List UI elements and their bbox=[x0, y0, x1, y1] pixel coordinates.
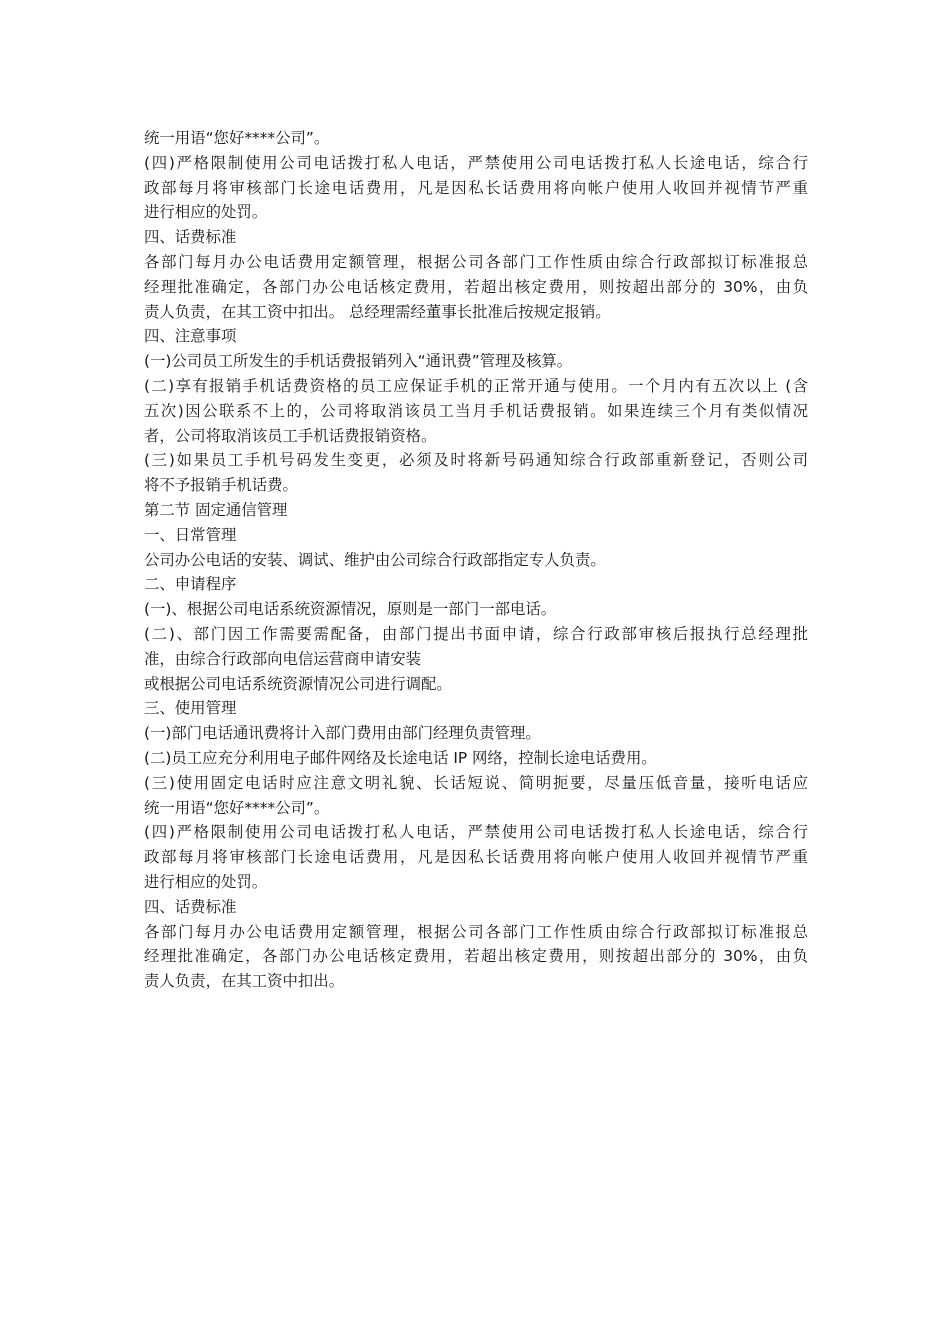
text-line: 责人负责，在其工资中扣出。 总经理需经董事长批准后按规定报销。 bbox=[144, 302, 611, 321]
text-line: (二)员工应充分利用电子邮件网络及长途电话 IP 网络，控制长途电话费用。 bbox=[144, 748, 657, 767]
text-line: 统一用语“您好****公司”。 bbox=[144, 129, 330, 147]
document-body bbox=[144, 126, 808, 994]
text-line: 四、话费标准 bbox=[144, 897, 237, 916]
text-line: 经理批准确定，各部门办公电话核定费用，若超出核定费用，则按超出部分的 30%，由负 bbox=[144, 277, 808, 296]
text-line: 四、话费标准 bbox=[144, 228, 237, 247]
text-line: (四)严格限制使用公司电话拨打私人电话，严禁使用公司电话拨打私人长途电话，综合行 bbox=[144, 153, 808, 172]
text-line: (一)公司员工所发生的手机话费报销列入“通讯费”管理及核算。 bbox=[144, 352, 573, 371]
text-line: 者，公司将取消该员工手机话费报销资格。 bbox=[144, 426, 437, 445]
text-line: 或根据公司电话系统资源情况公司进行调配。 bbox=[144, 674, 452, 693]
text-line: 二、申请程序 bbox=[144, 575, 237, 594]
text-line: 将不予报销手机话费。 bbox=[144, 476, 298, 495]
text-line: 四、注意事项 bbox=[144, 327, 237, 346]
text-line: 政部每月将审核部门长途电话费用，凡是因私长话费用将向帐户使用人收回并视情节严重 bbox=[144, 178, 808, 197]
text-line: 一、日常管理 bbox=[144, 525, 237, 544]
text-line: 公司办公电话的安装、调试、维护由公司综合行政部指定专人负责。 bbox=[144, 550, 606, 569]
text-line: 各部门每月办公电话费用定额管理，根据公司各部门工作性质由综合行政部拟订标准报总 bbox=[144, 252, 808, 271]
text-line: 统一用语“您好****公司”。 bbox=[144, 798, 330, 817]
text-line: 进行相应的处罚。 bbox=[144, 872, 268, 891]
text-line: 政部每月将审核部门长途电话费用，凡是因私长话费用将向帐户使用人收回并视情节严重 bbox=[144, 848, 808, 867]
text-line: 准，由综合行政部向电信运营商申请安装 bbox=[144, 649, 422, 668]
text-line: (一)、根据公司电话系统资源情况，原则是一部门一部电话。 bbox=[144, 600, 557, 619]
text-line: 经理批准确定，各部门办公电话核定费用，若超出核定费用，则按超出部分的 30%，由负 bbox=[144, 947, 808, 966]
text-line: (一)部门电话通讯费将计入部门费用由部门经理负责管理。 bbox=[144, 724, 541, 743]
text-line: (三)使用固定电话时应注意文明礼貌、长话短说、简明扼要，尽量压低音量，接听电话应 bbox=[144, 773, 808, 792]
text-line: 进行相应的处罚。 bbox=[144, 203, 268, 222]
text-line: (四)严格限制使用公司电话拨打私人电话，严禁使用公司电话拨打私人长途电话，综合行 bbox=[144, 823, 808, 842]
text-line: (三)如果员工手机号码发生变更，必须及时将新号码通知综合行政部重新登记，否则公司 bbox=[144, 451, 808, 470]
text-line: 第二节 固定通信管理 bbox=[144, 500, 288, 519]
text-line: (二)、部门因工作需要需配备，由部门提出书面申请，综合行政部审核后报执行总经理批 bbox=[144, 624, 808, 643]
text-line: 三、使用管理 bbox=[144, 699, 237, 718]
text-line: 责人负责，在其工资中扣出。 bbox=[144, 972, 345, 991]
text-line: 各部门每月办公电话费用定额管理，根据公司各部门工作性质由综合行政部拟订标准报总 bbox=[144, 922, 808, 941]
text-line: 五次)因公联系不上的，公司将取消该员工当月手机话费报销。如果连续三个月有类似情况 bbox=[144, 401, 808, 420]
text-line: (二)享有报销手机话费资格的员工应保证手机的正常开通与使用。一个月内有五次以上 (含 bbox=[144, 376, 808, 395]
